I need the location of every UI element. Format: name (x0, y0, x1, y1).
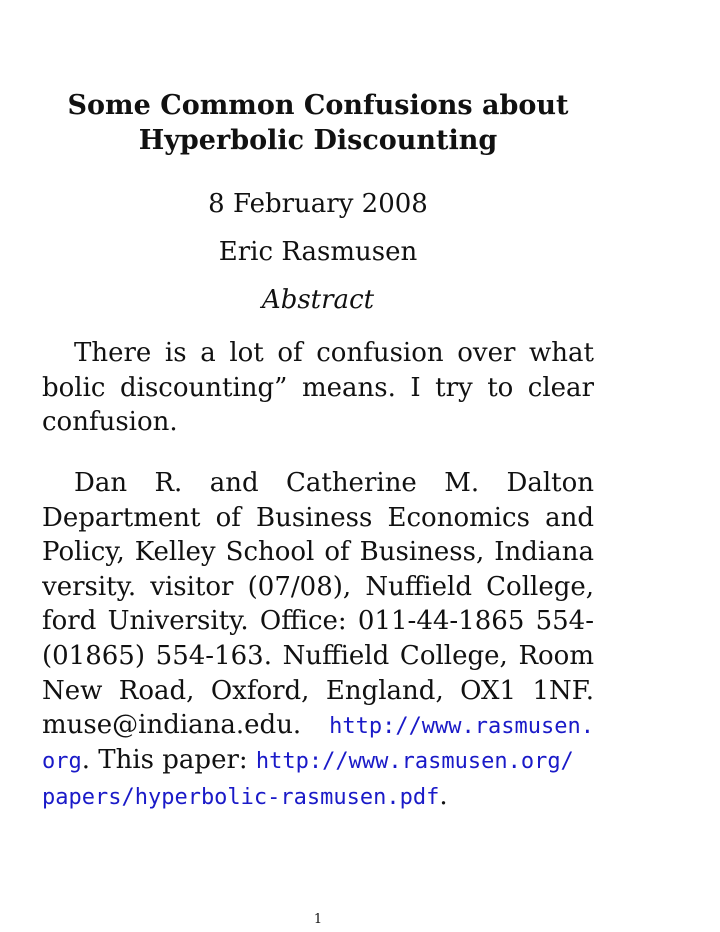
email-line (42, 708, 594, 743)
affiliation-line: Department of Business Economics and (42, 502, 594, 533)
paper-pdf-link[interactable]: http://www.rasmusen.org/ (255, 748, 574, 774)
affiliation-line: versity. visitor (07/08), Nuffield College, (42, 571, 594, 602)
affiliation-line: ford University. Office: 011-44-1865 554- (42, 606, 594, 637)
affiliation-line: (01865) 554-163. Nuffield College, Room (42, 640, 594, 671)
paper-link-line-2 (42, 779, 594, 816)
abstract-line: bolic discounting” means. I try to clear (42, 372, 594, 403)
page-number: 1 (313, 912, 323, 927)
affiliation-line: Dan R. and Catherine M. Dalton (74, 468, 594, 498)
affiliation-line: Policy, Kelley School of Business, Indiana (42, 537, 594, 568)
abstract-line: There is a lot of confusion over what (74, 338, 594, 368)
author-affiliation (42, 466, 594, 816)
homepage-link-continued[interactable]: org (42, 748, 82, 774)
abstract-heading: Abstract (261, 285, 375, 315)
title-line-2: Hyperbolic Discounting (138, 125, 498, 156)
paper-title (0, 88, 636, 158)
paper-date: 8 February 2008 (208, 189, 428, 219)
final-period: . (439, 781, 448, 812)
title-line-1: Some Common Confusions about (67, 90, 569, 121)
paper-pdf-link-continued[interactable]: papers/hyperbolic-rasmusen.pdf (42, 785, 440, 811)
paper-author: Eric Rasmusen (218, 237, 418, 267)
this-paper-label: . This paper: (81, 744, 256, 775)
paper-link-line (42, 743, 594, 780)
abstract-line: confusion. (42, 407, 178, 438)
affiliation-line: New Road, Oxford, England, OX1 1NF. (42, 675, 594, 706)
author-email: muse@indiana.edu. (42, 710, 302, 741)
homepage-link[interactable]: http://www.rasmusen. (329, 714, 594, 740)
abstract-body (42, 336, 594, 440)
